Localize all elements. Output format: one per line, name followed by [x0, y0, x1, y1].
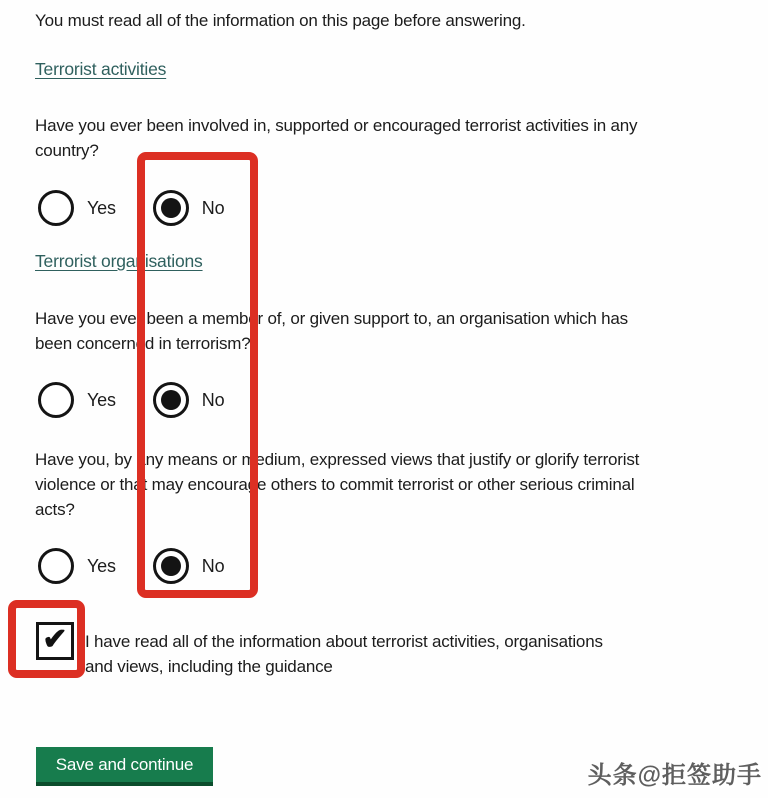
radio-no-selected[interactable] [153, 382, 189, 418]
radio-yes[interactable] [38, 382, 74, 418]
terrorist-organisations-link[interactable]: Terrorist organisations [35, 251, 203, 271]
radio-dot [46, 390, 66, 410]
question-line: Have you ever been a member of, or given support to, an organisation which has [35, 309, 628, 328]
save-and-continue-button[interactable]: Save and continue [36, 747, 213, 786]
radio-group-terrorist-activities [38, 190, 224, 226]
radio-group-expressed-views [38, 548, 224, 584]
radio-dot [46, 556, 66, 576]
checkmark-icon: ✔ [42, 623, 68, 656]
radio-dot [161, 198, 181, 218]
radio-yes-label: Yes [87, 555, 116, 576]
intro-text: You must read all of the information on this page before answering. [35, 11, 526, 30]
checkbox-label-line: and views, including the guidance [85, 657, 333, 676]
terrorist-activities-link[interactable]: Terrorist activities [35, 59, 167, 79]
radio-yes[interactable] [38, 548, 74, 584]
radio-dot [161, 390, 181, 410]
radio-dot [161, 556, 181, 576]
question-expressed-views [35, 447, 735, 522]
radio-group-terrorist-organisations [38, 382, 224, 418]
question-line: violence or that may encourage others to commit terrorist or other serious criminal [35, 475, 635, 494]
watermark-text: 头条@拒签助手 [587, 762, 762, 789]
confirmation-checkbox-row [36, 622, 695, 679]
question-line: country? [35, 141, 99, 160]
question-terrorist-activities [35, 113, 735, 163]
confirmation-checkbox-checked[interactable] [36, 622, 74, 660]
radio-no-selected[interactable] [153, 548, 189, 584]
radio-no-label: No [201, 389, 225, 410]
checkbox-label-line: I have read all of the information about terrorist activities, organisations [85, 632, 603, 651]
question-terrorist-organisations [35, 306, 735, 356]
radio-yes-label: Yes [87, 197, 116, 218]
radio-yes[interactable] [38, 190, 74, 226]
radio-no-selected[interactable] [153, 190, 189, 226]
question-line: Have you ever been involved in, supported or encouraged terrorist activities in any [35, 116, 638, 135]
radio-no-label: No [201, 197, 225, 218]
question-line: been concerned in terrorism? [35, 334, 251, 353]
question-line: Have you, by any means or medium, expressed views that justify or glorify terrorist [35, 450, 640, 469]
radio-dot [46, 198, 66, 218]
question-line: acts? [35, 500, 75, 519]
radio-yes-label: Yes [87, 389, 116, 410]
confirmation-checkbox-label [85, 629, 695, 679]
radio-no-label: No [201, 555, 225, 576]
